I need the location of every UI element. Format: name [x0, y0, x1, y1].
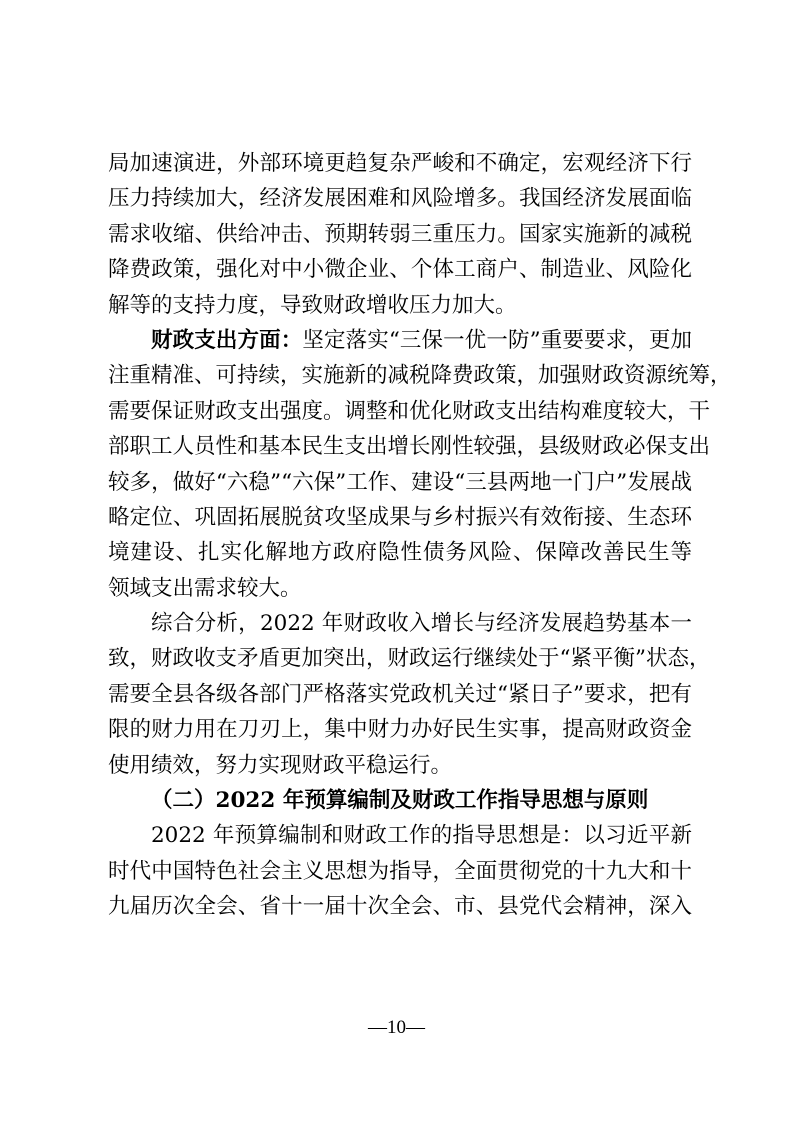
text-line: 使用绩效，努力实现财政平稳运行。 — [108, 752, 453, 778]
text-line: 2022 年预算编制和财政工作的指导思想是：以习近平新 — [151, 823, 692, 849]
text-line: 综合分析，2022 年财政收入增长与经济发展趋势基本一 — [151, 611, 692, 637]
document-body — [108, 146, 732, 925]
text-line: 需要保证财政支出强度。调整和优化财政支出结构难度较大，干 — [108, 398, 711, 424]
text-line: 时代中国特色社会主义思想为指导，全面贯彻党的十九大和十 — [108, 858, 692, 884]
page-number: —10— — [368, 1017, 425, 1038]
text-line: 致，财政收支矛盾更加突出，财政运行继续处于“紧平衡”状态， — [108, 646, 711, 672]
text-line: 较多，做好“六稳”“六保”工作、建设“三县两地一门户”发展战 — [108, 469, 692, 495]
section-heading: （二）2022 年预算编制及财政工作指导思想与原则 — [151, 788, 649, 814]
expenditure-label: 财政支出方面： — [151, 327, 303, 353]
text-line: 境建设、扎实化解地方政府隐性债务风险、保障改善民生等 — [108, 540, 692, 566]
text-line: 限的财力用在刀刃上，集中财力办好民生实事，提高财政资金 — [108, 717, 692, 743]
text-line: 局加速演进，外部环境更趋复杂严峻和不确定，宏观经济下行 — [108, 151, 692, 176]
text-line: 注重精准、可持续，实施新的减税降费政策，加强财政资源统筹， — [108, 363, 732, 389]
text-line: 需要全县各级各部门严格落实党政机关过“紧日子”要求，把有 — [108, 681, 692, 707]
paragraph-expenditure-first-line — [108, 323, 692, 358]
text-line: 需求收缩、供给冲击、预期转弱三重压力。国家实施新的减税 — [108, 221, 692, 247]
text-line: 领域支出需求较大。 — [108, 575, 302, 601]
text-line: 略定位、巩固拓展脱贫攻坚成果与乡村振兴有效衔接、生态环 — [108, 504, 692, 530]
text-line: 降费政策，强化对中小微企业、个体工商户、制造业、风险化 — [108, 257, 692, 283]
text-line: 部职工人员性和基本民生支出增长刚性较强，县级财政必保支出 — [108, 434, 711, 460]
text-line: 压力持续加大，经济发展困难和风险增多。我国经济发展面临 — [108, 186, 692, 212]
text-line: 解等的支持力度，导致财政增收压力加大。 — [108, 292, 517, 318]
text-line: 九届历次全会、省十一届十次全会、市、县党代会精神，深入 — [108, 894, 692, 920]
text-span: 坚定落实“三保一优一防”重要要求，更加 — [302, 327, 692, 353]
